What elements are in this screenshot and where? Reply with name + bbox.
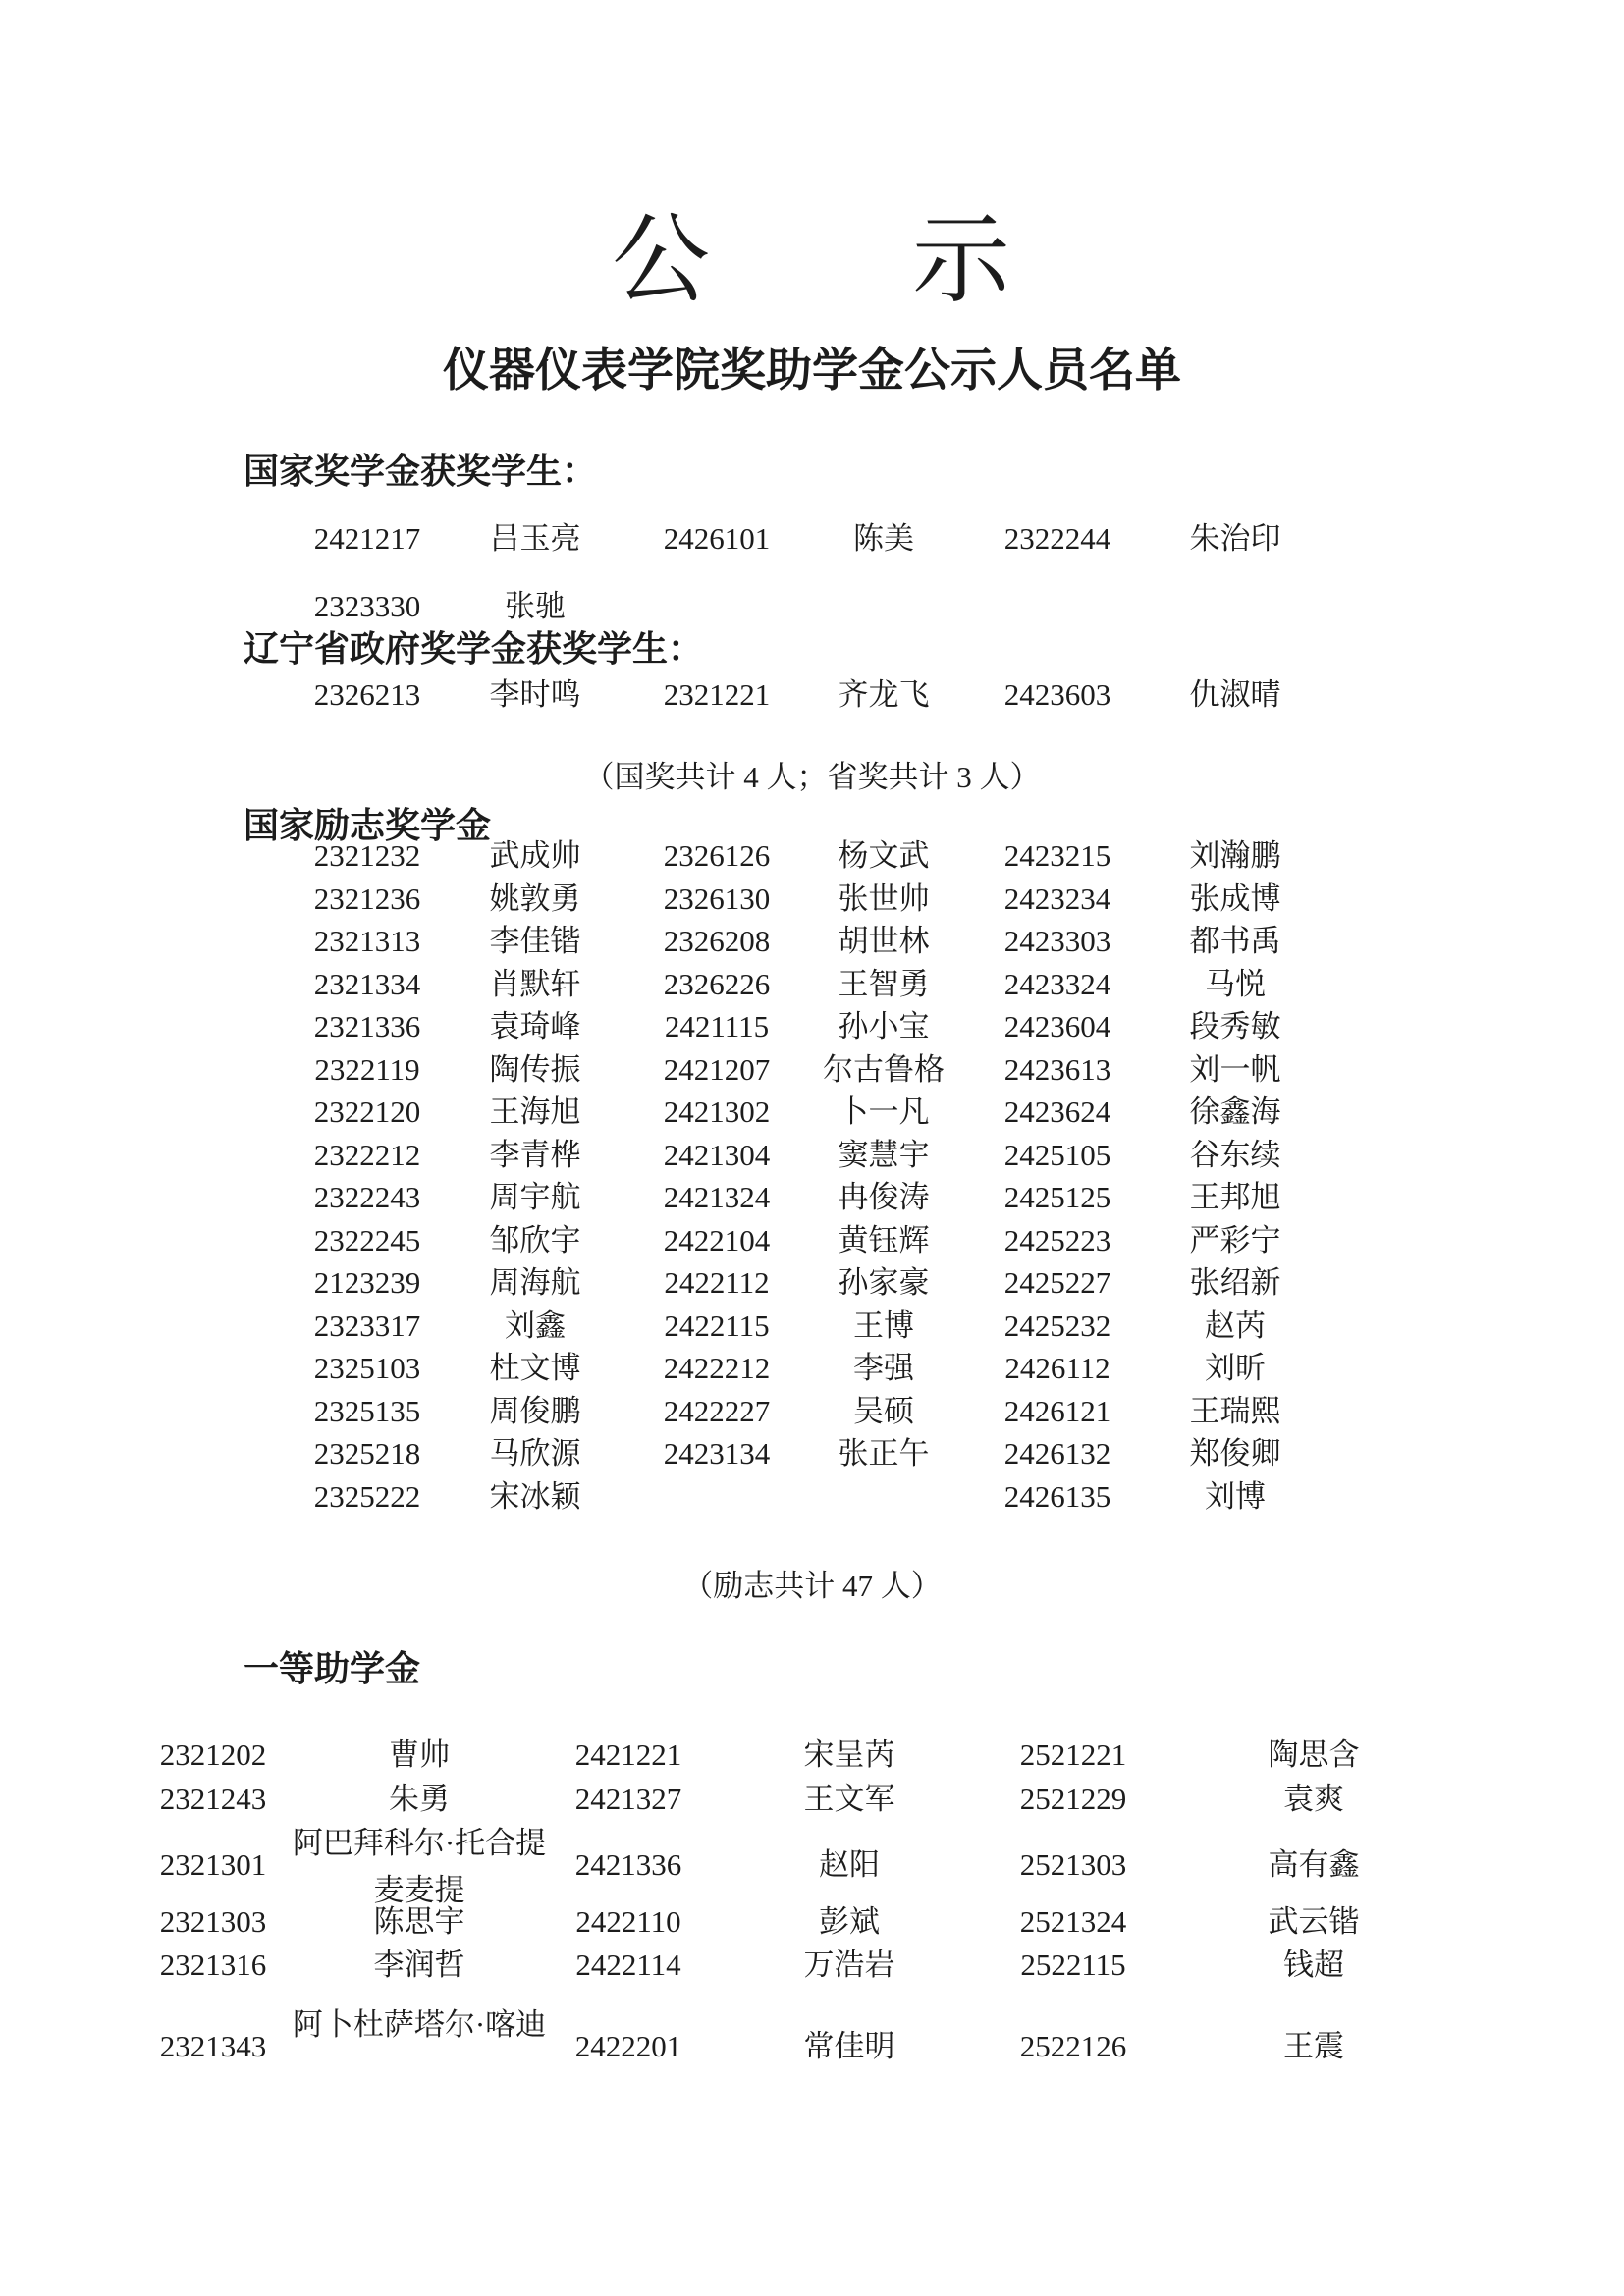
student-name: 宋冰颖 — [489, 1479, 581, 1514]
student-id: 2421336 — [574, 1847, 682, 1882]
student-name: 黄钰辉 — [838, 1223, 930, 1257]
student-id: 2423603 — [1003, 677, 1111, 712]
student-name: 郑俊卿 — [1189, 1436, 1281, 1470]
student-id: 2422104 — [663, 1223, 771, 1257]
student-id: 2321243 — [159, 1782, 267, 1816]
student-id: 2422115 — [664, 1308, 770, 1343]
student-name: 齐龙飞 — [838, 677, 930, 712]
student-name: 邹欣宇 — [489, 1223, 581, 1257]
table-row — [0, 2007, 1624, 2068]
student-id: 2321221 — [663, 677, 771, 712]
student-name: 孙家豪 — [838, 1265, 930, 1300]
student-id: 2322244 — [1003, 521, 1111, 556]
student-name: 冉俊涛 — [838, 1180, 930, 1214]
student-id: 2422112 — [664, 1265, 770, 1300]
student-name: 王海旭 — [489, 1095, 581, 1129]
student-id: 2423215 — [1003, 838, 1111, 873]
student-id: 2326208 — [663, 924, 771, 958]
student-name: 李润哲 — [373, 1948, 465, 1982]
student-id: 2422212 — [663, 1351, 771, 1385]
table-row — [0, 1219, 1624, 1262]
table-row — [0, 920, 1624, 963]
student-id: 2321334 — [313, 967, 421, 1001]
student-name: 胡世林 — [838, 924, 930, 958]
student-id: 2425125 — [1003, 1180, 1111, 1214]
table-row — [0, 1091, 1624, 1134]
table-row — [0, 1734, 1624, 1777]
section-header-encouragement-scholarship: 国家励志奖学金 — [244, 806, 492, 845]
student-name: 徐鑫海 — [1189, 1095, 1281, 1129]
table-row — [0, 1826, 1624, 1907]
student-name: 陶传振 — [489, 1052, 581, 1087]
student-name: 阿巴拜科尔·托合提麦麦提 — [292, 1826, 547, 1907]
student-id: 2326130 — [663, 881, 771, 916]
student-name: 谷东续 — [1189, 1138, 1281, 1172]
student-id: 2423624 — [1003, 1095, 1111, 1129]
table-row — [0, 1475, 1624, 1519]
table-row — [0, 963, 1624, 1006]
student-name: 卜一凡 — [838, 1095, 930, 1129]
table-row — [0, 1261, 1624, 1305]
student-id: 2322120 — [313, 1095, 421, 1129]
student-name: 仇淑晴 — [1189, 677, 1281, 712]
student-id: 2422110 — [575, 1904, 681, 1939]
student-id: 2522126 — [1019, 2029, 1127, 2063]
student-name: 曹帅 — [389, 1737, 450, 1772]
student-id: 2326213 — [313, 677, 421, 712]
student-id: 2423613 — [1003, 1052, 1111, 1087]
table-row — [0, 1005, 1624, 1048]
student-id: 2322212 — [313, 1138, 421, 1172]
student-name: 彭斌 — [819, 1904, 880, 1939]
student-name: 肖默轩 — [489, 967, 581, 1001]
student-name: 陈思宇 — [373, 1904, 465, 1939]
student-name: 刘瀚鹏 — [1189, 838, 1281, 873]
table-row — [0, 1944, 1624, 1987]
table-row — [0, 1778, 1624, 1821]
student-name: 陶思含 — [1268, 1737, 1360, 1772]
student-id: 2123239 — [313, 1265, 421, 1300]
student-id: 2426132 — [1003, 1436, 1111, 1470]
student-id: 2422227 — [663, 1394, 771, 1428]
student-id: 2425223 — [1003, 1223, 1111, 1257]
student-id: 2426135 — [1003, 1479, 1111, 1514]
student-name: 周俊鹏 — [489, 1394, 581, 1428]
student-name: 张绍新 — [1189, 1265, 1281, 1300]
page-title: 公 示 — [612, 206, 1012, 315]
section-header-first-grant: 一等助学金 — [244, 1649, 421, 1688]
page-subtitle: 仪器仪表学院奖助学金公示人员名单 — [443, 344, 1181, 396]
note-top-summary: （国奖共计 4 人；省奖共计 3 人） — [583, 760, 1041, 794]
table-row — [0, 834, 1624, 878]
student-name: 刘一帆 — [1189, 1052, 1281, 1087]
student-name: 刘昕 — [1205, 1351, 1266, 1385]
student-id: 2426112 — [1004, 1351, 1110, 1385]
student-id: 2425105 — [1003, 1138, 1111, 1172]
student-id: 2321202 — [159, 1737, 267, 1772]
student-name: 孙小宝 — [838, 1009, 930, 1043]
student-name: 高有鑫 — [1268, 1847, 1360, 1882]
note-encouragement-summary: （励志共计 47 人） — [682, 1569, 942, 1603]
student-name: 阿卜杜萨塔尔·喀迪 — [292, 2007, 547, 2042]
student-id: 2423604 — [1003, 1009, 1111, 1043]
student-name: 杜文博 — [489, 1351, 581, 1385]
student-id: 2325135 — [313, 1394, 421, 1428]
table-row — [0, 673, 1624, 717]
student-id: 2322243 — [313, 1180, 421, 1214]
student-name: 王震 — [1283, 2029, 1344, 2063]
table-row — [0, 1347, 1624, 1390]
student-id: 2321313 — [313, 924, 421, 958]
student-id: 2321232 — [313, 838, 421, 873]
student-name: 段秀敏 — [1189, 1009, 1281, 1043]
student-name: 钱超 — [1283, 1948, 1344, 1982]
student-name: 窦慧宇 — [838, 1138, 930, 1172]
student-name: 朱治印 — [1189, 521, 1281, 556]
student-id: 2421115 — [664, 1009, 770, 1043]
student-id: 2321303 — [159, 1904, 267, 1939]
student-name: 杨文武 — [838, 838, 930, 873]
student-name: 袁爽 — [1283, 1782, 1344, 1816]
student-id: 2522115 — [1020, 1948, 1126, 1982]
student-id: 2322119 — [314, 1052, 420, 1087]
student-id: 2426121 — [1003, 1394, 1111, 1428]
student-id: 2421221 — [574, 1737, 682, 1772]
student-name: 张世帅 — [838, 881, 930, 916]
student-id: 2421302 — [663, 1095, 771, 1129]
student-id: 2521221 — [1019, 1737, 1127, 1772]
student-id: 2421207 — [663, 1052, 771, 1087]
table-row — [0, 517, 1624, 561]
table-row — [0, 1134, 1624, 1177]
student-name: 张正午 — [838, 1436, 930, 1470]
student-id: 2325218 — [313, 1436, 421, 1470]
student-id: 2423134 — [663, 1436, 771, 1470]
table-row — [0, 878, 1624, 921]
student-id: 2321343 — [159, 2029, 267, 2063]
student-name: 李时鸣 — [489, 677, 581, 712]
student-name: 万浩岩 — [803, 1948, 895, 1982]
student-name: 李佳锴 — [489, 924, 581, 958]
student-id: 2421327 — [574, 1782, 682, 1816]
student-name: 周宇航 — [489, 1180, 581, 1214]
student-name: 尔古鲁格 — [823, 1052, 945, 1087]
student-name: 马欣源 — [489, 1436, 581, 1470]
table-row — [0, 1900, 1624, 1944]
table-row — [0, 1432, 1624, 1475]
student-id: 2426101 — [663, 521, 771, 556]
student-name: 李强 — [853, 1351, 914, 1385]
student-id: 2423234 — [1003, 881, 1111, 916]
student-name: 赵阳 — [819, 1847, 880, 1882]
student-id: 2421324 — [663, 1180, 771, 1214]
student-id: 2323317 — [313, 1308, 421, 1343]
student-name: 王文军 — [803, 1782, 895, 1816]
student-id: 2425232 — [1003, 1308, 1111, 1343]
table-row — [0, 1176, 1624, 1219]
student-name: 吴硕 — [853, 1394, 914, 1428]
section-header-national-scholarship: 国家奖学金获奖学生： — [244, 452, 598, 491]
student-name: 王瑞熙 — [1189, 1394, 1281, 1428]
student-id: 2425227 — [1003, 1265, 1111, 1300]
student-name: 宋呈芮 — [803, 1737, 895, 1772]
table-row — [0, 1048, 1624, 1092]
student-id: 2321336 — [313, 1009, 421, 1043]
student-name: 李青桦 — [489, 1138, 581, 1172]
student-id: 2423324 — [1003, 967, 1111, 1001]
student-id: 2521229 — [1019, 1782, 1127, 1816]
student-name: 袁琦峰 — [489, 1009, 581, 1043]
student-name: 常佳明 — [803, 2029, 895, 2063]
student-id: 2422114 — [575, 1948, 681, 1982]
student-name: 马悦 — [1205, 967, 1266, 1001]
student-name: 武成帅 — [489, 838, 581, 873]
student-name: 王邦旭 — [1189, 1180, 1281, 1214]
table-row — [0, 1305, 1624, 1348]
student-name: 朱勇 — [389, 1782, 450, 1816]
student-name: 刘鑫 — [505, 1308, 566, 1343]
student-name: 陈美 — [853, 521, 914, 556]
student-id: 2326226 — [663, 967, 771, 1001]
student-id: 2423303 — [1003, 924, 1111, 958]
table-row — [0, 1390, 1624, 1433]
student-name: 周海航 — [489, 1265, 581, 1300]
student-name: 刘博 — [1205, 1479, 1266, 1514]
student-name: 赵芮 — [1205, 1308, 1266, 1343]
section-header-provincial-scholarship: 辽宁省政府奖学金获奖学生： — [244, 629, 704, 668]
student-id: 2323330 — [313, 589, 421, 623]
student-id: 2521324 — [1019, 1904, 1127, 1939]
student-name: 王博 — [853, 1308, 914, 1343]
student-name: 都书禹 — [1189, 924, 1281, 958]
student-name: 姚敦勇 — [489, 881, 581, 916]
student-id: 2422201 — [574, 2029, 682, 2063]
student-name: 张驰 — [505, 589, 566, 623]
student-id: 2322245 — [313, 1223, 421, 1257]
student-name: 王智勇 — [838, 967, 930, 1001]
student-id: 2326126 — [663, 838, 771, 873]
student-id: 2321301 — [159, 1847, 267, 1882]
student-name: 张成博 — [1189, 881, 1281, 916]
student-id: 2421217 — [313, 521, 421, 556]
student-name: 严彩宁 — [1189, 1223, 1281, 1257]
student-id: 2325103 — [313, 1351, 421, 1385]
table-row — [0, 585, 1624, 628]
student-id: 2325222 — [313, 1479, 421, 1514]
student-id: 2321316 — [159, 1948, 267, 1982]
student-id: 2521303 — [1019, 1847, 1127, 1882]
student-id: 2321236 — [313, 881, 421, 916]
student-name: 武云锴 — [1268, 1904, 1360, 1939]
student-name: 吕玉亮 — [489, 521, 581, 556]
student-id: 2421304 — [663, 1138, 771, 1172]
